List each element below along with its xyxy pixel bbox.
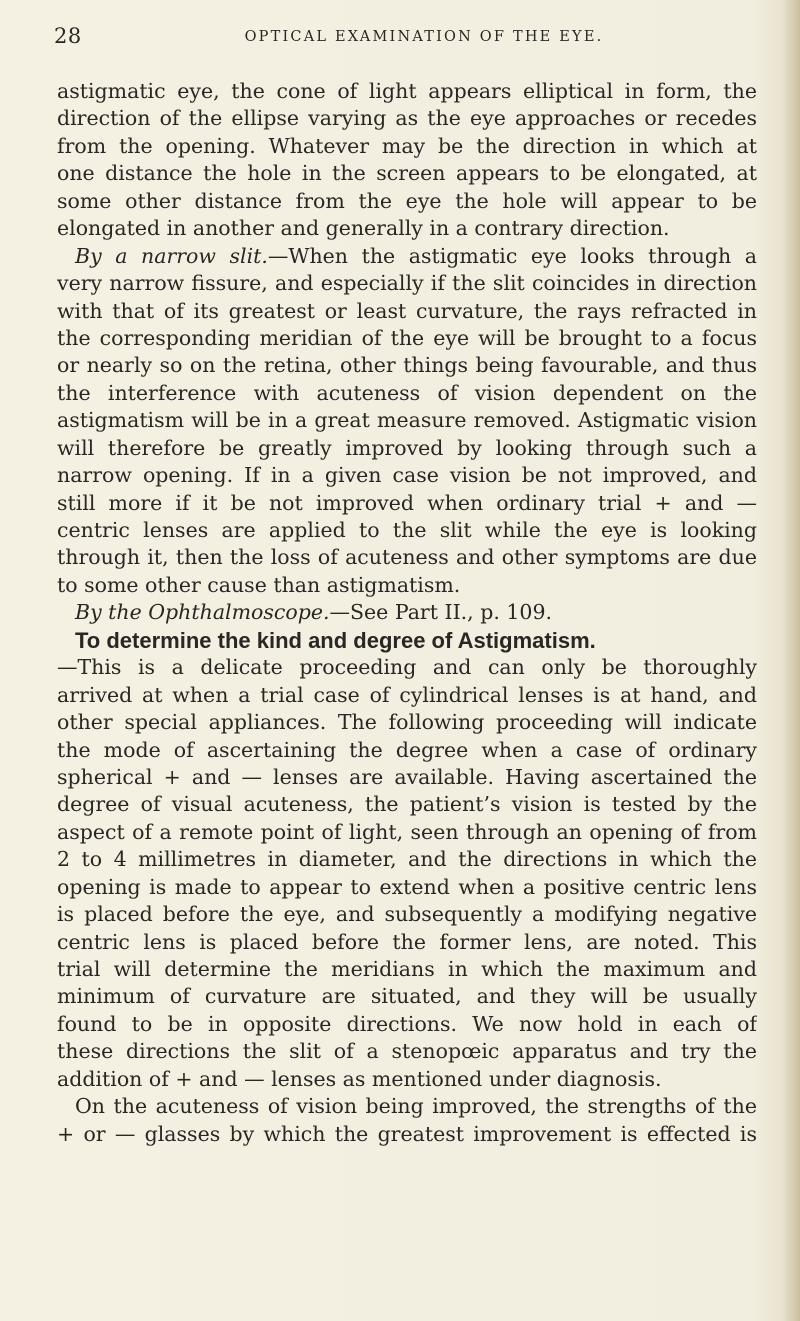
bold-heading-text: To determine the kind and degree of Astigmatism. xyxy=(75,627,596,653)
line-text: aspect of a remote point of light, seen through an opening of from xyxy=(57,819,757,844)
text-line xyxy=(57,956,757,983)
line-text: —See Part II., p. 109. xyxy=(329,600,553,625)
line-text: direction of the ellipse varying as the eye approaches or recedes xyxy=(57,106,757,131)
line-text: —This is a delicate proceeding and can only be thoroughly xyxy=(57,655,757,680)
line-text: spherical + and — lenses are available. Having ascertained the xyxy=(57,764,757,789)
italic-run-in-heading: By a narrow slit. xyxy=(75,243,268,268)
text-line xyxy=(57,709,757,736)
line-text: degree of visual acuteness, the patient’s vision is tested by the xyxy=(57,792,757,817)
text-line xyxy=(57,490,757,517)
line-text: very narrow fissure, and especially if the slit coincides in direction xyxy=(57,271,757,296)
text-line xyxy=(57,270,757,297)
text-line xyxy=(57,380,757,407)
line-text: still more if it be not improved when ordinary trial + and — xyxy=(57,490,757,515)
line-text: the interference with acuteness of vision dependent on the xyxy=(57,380,757,405)
text-line xyxy=(57,1121,757,1148)
text-line xyxy=(57,407,757,434)
line-text: astigmatic eye, the cone of light appears elliptical in form, the xyxy=(57,79,757,103)
page-edge xyxy=(782,0,800,1321)
body-text xyxy=(57,78,757,1148)
text-line xyxy=(57,1093,757,1120)
text-line xyxy=(57,1038,757,1065)
running-head: OPTICAL EXAMINATION OF THE EYE. xyxy=(244,29,604,45)
line-text: the corresponding meridian of the eye will be brought to a focus xyxy=(57,325,757,350)
line-text: —When the astigmatic eye looks through a xyxy=(267,243,757,268)
line-text: minimum of curvature are situated, and they will be usually xyxy=(57,984,757,1009)
text-line xyxy=(57,435,757,462)
line-text: addition of + and — lenses as mentioned under diagnosis. xyxy=(57,1066,662,1091)
line-text: 2 to 4 millimetres in diameter, and the directions in which the xyxy=(57,847,757,872)
line-text: will therefore be greatly improved by looking through such a xyxy=(57,435,757,460)
line-text: to some other cause than astigmatism. xyxy=(57,572,461,597)
line-text: or nearly so on the retina, other things being favourable, and thus xyxy=(57,353,757,378)
line-text: from the opening. Whatever may be the direction in which at xyxy=(57,133,757,158)
line-text: + or — glasses by which the greatest improvement is effected is xyxy=(57,1121,757,1146)
line-text: the mode of ascertaining the degree when a case of ordinary xyxy=(57,737,757,762)
text-line xyxy=(57,1011,757,1038)
text-line xyxy=(57,298,757,325)
text-line xyxy=(57,517,757,544)
line-text: through it, then the loss of acuteness and other symptoms are due xyxy=(57,545,757,570)
line-text: is placed before the eye, and subsequently a modifying negative xyxy=(57,902,757,927)
text-line xyxy=(57,654,757,681)
text-line xyxy=(57,929,757,956)
text-line xyxy=(57,983,757,1010)
line-text: centric lenses are applied to the slit while the eye is looking xyxy=(57,518,757,542)
text-line xyxy=(57,105,757,132)
line-text: some other distance from the eye the hole will appear to be xyxy=(57,188,757,213)
text-line xyxy=(57,874,757,901)
text-line xyxy=(57,78,757,105)
line-text: found to be in opposite directions. We now hold in each of xyxy=(57,1011,757,1036)
text-line xyxy=(57,160,757,187)
text-line xyxy=(57,243,757,270)
text-line xyxy=(57,462,757,489)
section-heading xyxy=(57,627,757,654)
text-line xyxy=(57,901,757,928)
line-text: trial will determine the meridians in which the maximum and xyxy=(57,957,757,981)
text-line xyxy=(57,352,757,379)
text-line xyxy=(57,819,757,846)
line-text: centric lens is placed before the former lens, are noted. This xyxy=(57,929,757,954)
text-line xyxy=(57,215,757,242)
text-line xyxy=(57,682,757,709)
text-line xyxy=(57,764,757,791)
text-line xyxy=(57,737,757,764)
line-text: arrived at when a trial case of cylindrical lenses is at hand, and xyxy=(57,682,757,707)
line-text: narrow opening. If in a given case vision be not improved, and xyxy=(57,463,757,488)
line-text: opening is made to appear to extend when a positive centric lens xyxy=(57,874,757,899)
text-line xyxy=(57,544,757,571)
line-text: one distance the hole in the screen appears to be elongated, at xyxy=(57,161,757,186)
line-text: elongated in another and generally in a contrary direction. xyxy=(57,216,670,241)
text-line xyxy=(57,572,757,599)
page-header xyxy=(54,24,750,54)
line-text: astigmatism will be in a great measure removed. Astigmatic vision xyxy=(57,408,757,433)
text-line xyxy=(57,599,757,626)
text-line xyxy=(57,325,757,352)
line-text: On the acuteness of vision being improved, the strengths of the xyxy=(75,1094,757,1119)
text-line xyxy=(57,1066,757,1093)
italic-run-in-heading: By the Ophthalmoscope. xyxy=(75,600,330,625)
text-line xyxy=(57,846,757,873)
text-line xyxy=(57,791,757,818)
page-number: 28 xyxy=(54,24,82,48)
line-text: with that of its greatest or least curvature, the rays refracted in xyxy=(57,298,757,323)
text-line xyxy=(57,133,757,160)
line-text: other special appliances. The following proceeding will indicate xyxy=(57,710,757,735)
line-text: these directions the slit of a stenopœic apparatus and try the xyxy=(57,1039,757,1064)
text-line xyxy=(57,188,757,215)
